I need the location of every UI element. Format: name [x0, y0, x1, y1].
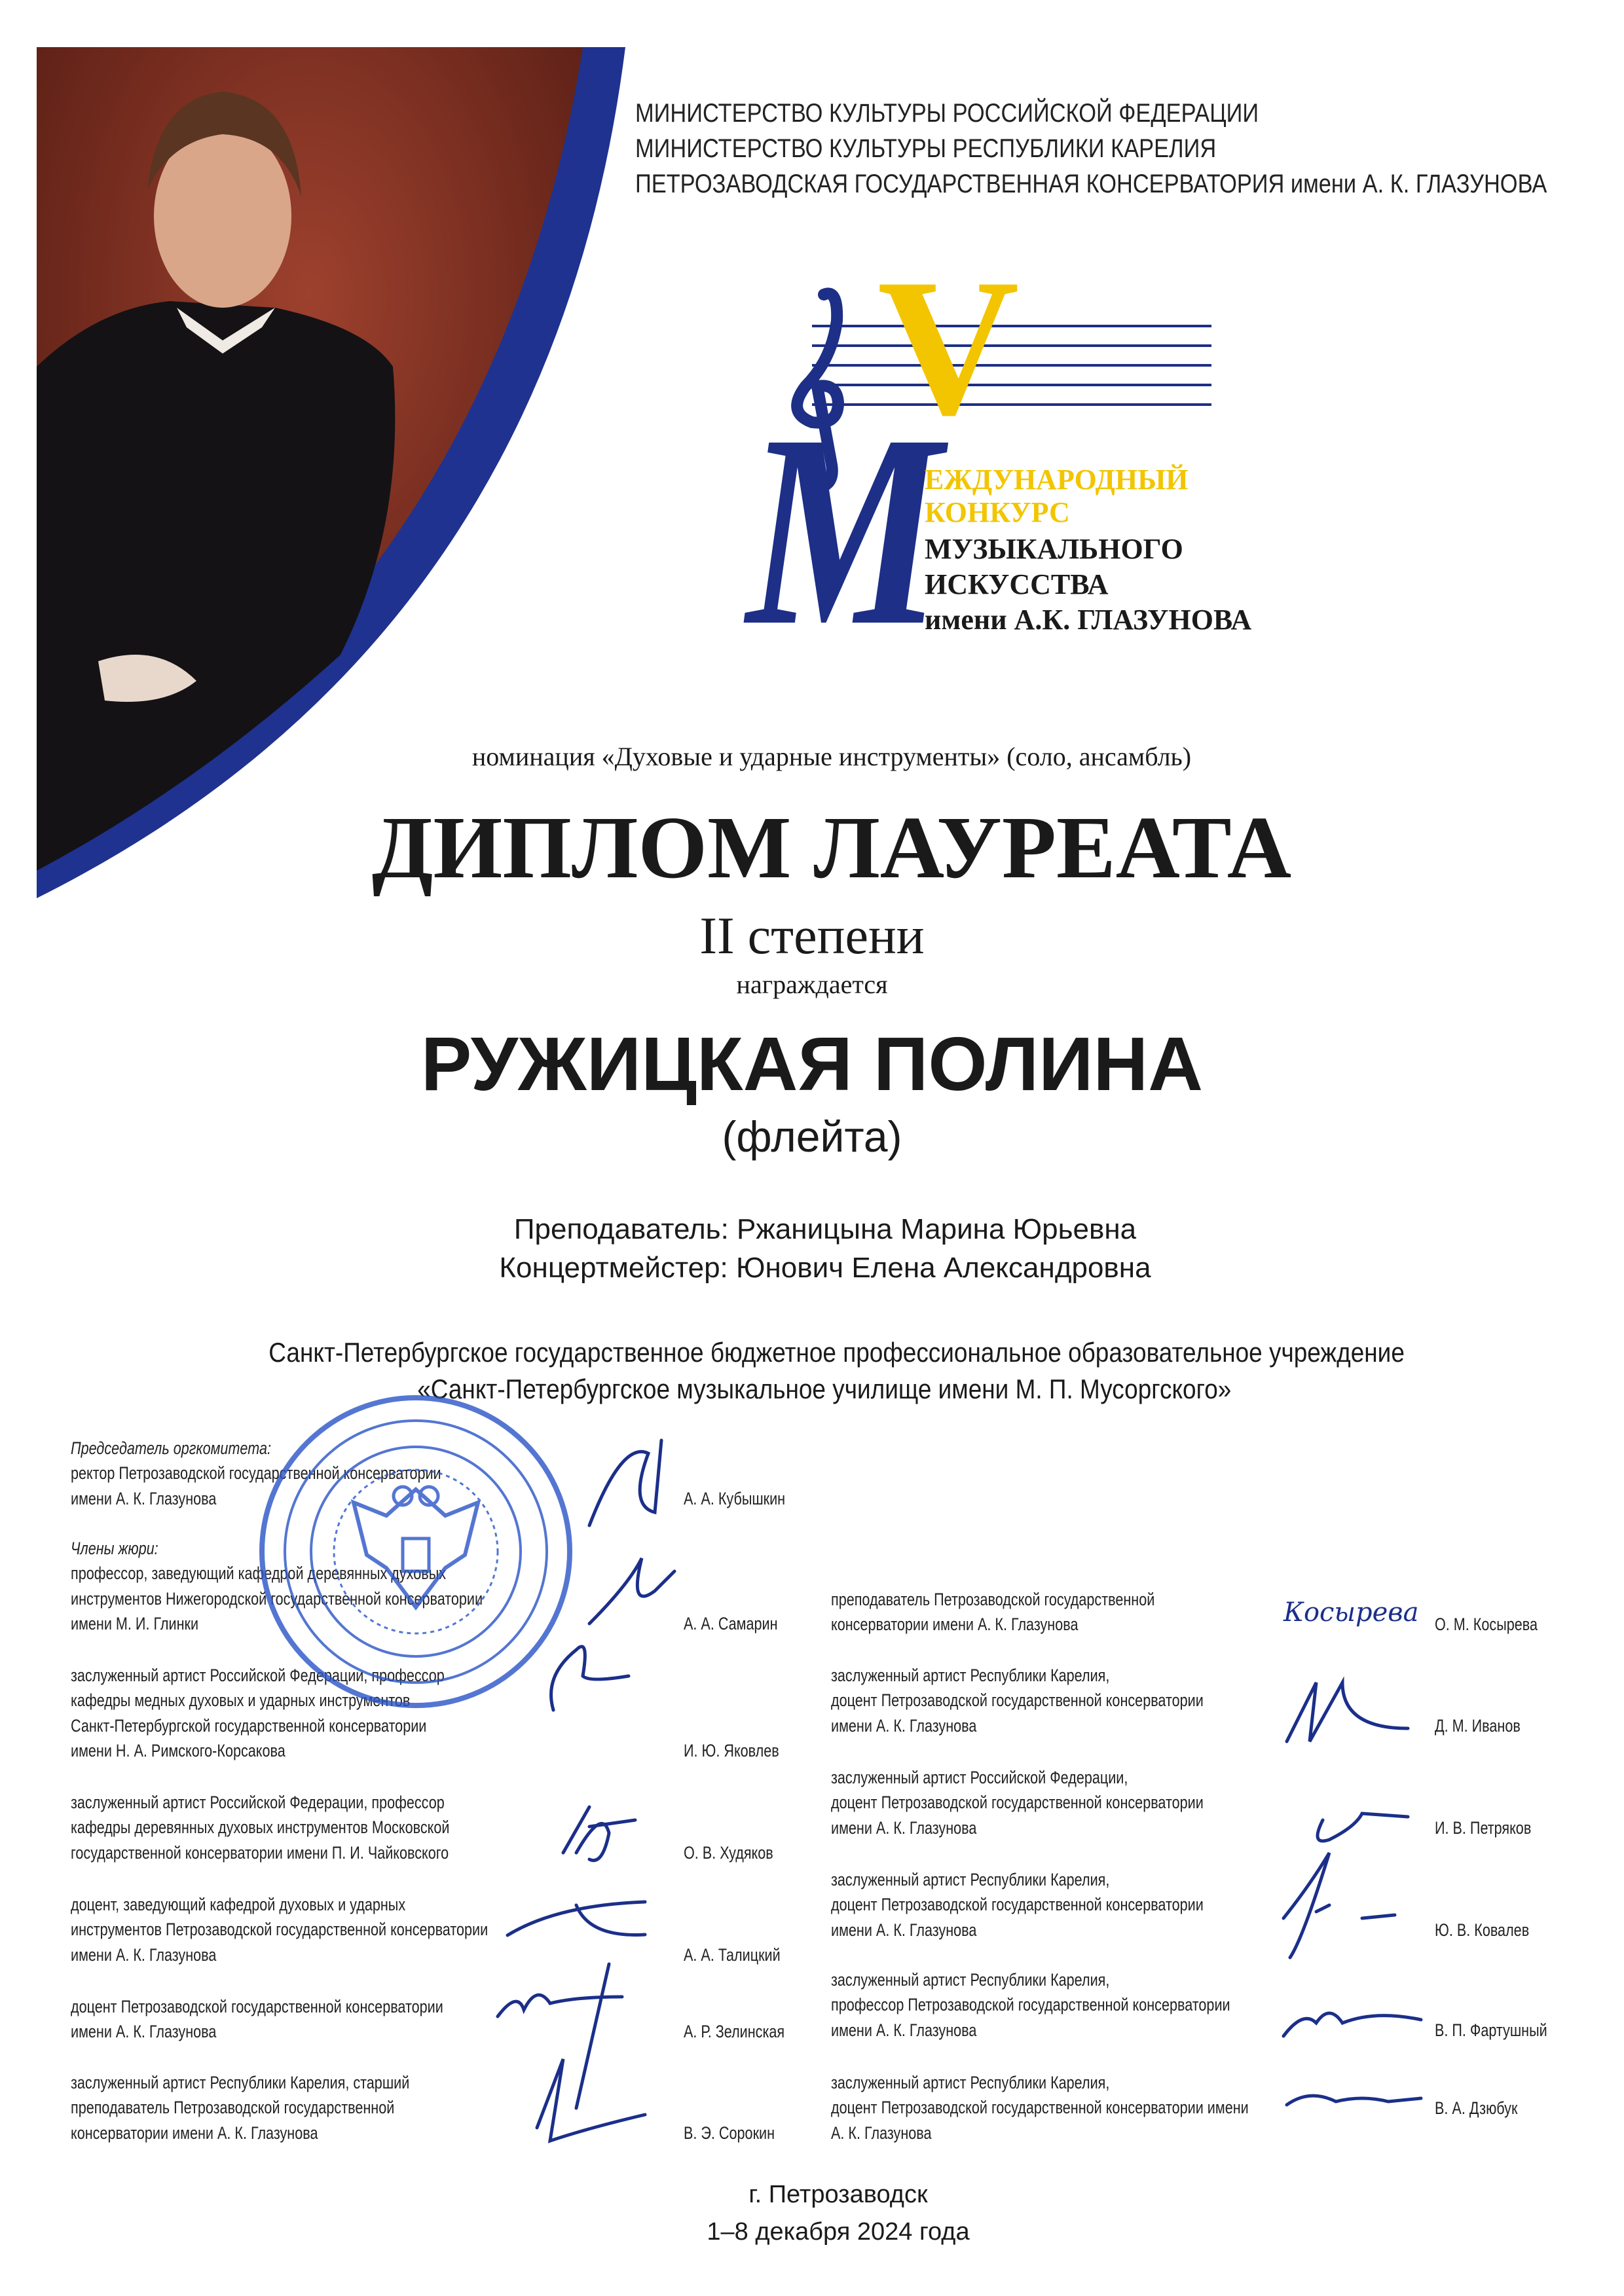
jury-title-line: государственной консерватории имени П. И. Чайковского — [71, 1842, 449, 1863]
portrait-image — [0, 0, 655, 917]
teacher: Преподаватель: Ржаницына Марина Юрьевна — [513, 1213, 1137, 1245]
jury-member — [71, 1994, 824, 2045]
jury-name: В. А. Дзюбук — [1435, 2098, 1518, 2118]
jury-title-line: имени А. К. Глазунова — [831, 2020, 977, 2040]
jury-name: А. А. Самарин — [684, 1613, 778, 1633]
jury-title-line: доцент Петрозаводской государственной консерватории — [831, 1690, 1204, 1711]
jury-title-line: имени А. К. Глазунова — [71, 1944, 217, 1965]
signature-kosyreva: Косырева — [1283, 1597, 1419, 1628]
degree: II степени — [699, 907, 925, 965]
jury-title-line: имени Н. А. Римского-Корсакова — [71, 1740, 286, 1760]
jury-name: И. В. Петряков — [1435, 1817, 1532, 1838]
logo-line-1: ЕЖДУНАРОДНЫЙ — [925, 464, 1189, 496]
jury-title-line: заслуженный артист Республики Карелия, — [831, 1666, 1110, 1685]
chair-title-line: ректор Петрозаводской государственной консерватории — [71, 1463, 441, 1484]
jury-title-line: заслуженный артист Республики Карелия, — [831, 1870, 1110, 1889]
jury-title-line: доцент Петрозаводской государственной консерватории — [831, 1793, 1204, 1813]
jury-title-line: заслуженный артист Республики Карелия, — [831, 1970, 1110, 1990]
nomination: номинация «Духовые и ударные инструменты» (соло, ансамбль) — [471, 742, 1192, 771]
jury-title-line: кафедры медных духовых и ударных инструментов — [71, 1690, 411, 1711]
jury-title-line: заслуженный артист Российской Федерации, — [831, 1768, 1128, 1787]
jury-heading: Члены жюри: — [71, 1539, 158, 1558]
jury-name: И. Ю. Яковлев — [684, 1740, 779, 1760]
jury-member — [831, 1765, 1584, 1840]
logo-line-3: МУЗЫКАЛЬНОГО — [925, 533, 1183, 565]
ministry-line-1: МИНИСТЕРСТВО КУЛЬТУРЫ РОССИЙСКОЙ ФЕДЕРАЦИИ — [635, 99, 1259, 128]
jury-member — [831, 1663, 1584, 1738]
jury-title-line: заслуженный артист Российской Федерации, профессор — [71, 1793, 445, 1812]
logo-big-letter: М — [747, 378, 942, 682]
conservatory-line: ПЕТРОЗАВОДСКАЯ ГОСУДАРСТВЕННАЯ КОНСЕРВАТОРИЯ имени А. К. ГЛАЗУНОВА — [635, 170, 1547, 198]
footer-city: г. Петрозаводск — [748, 2181, 928, 2208]
logo-numeral: V — [877, 238, 1020, 456]
institution-line-2: «Санкт-Петербургское музыкальное училище имени М. П. Мусоргского» — [417, 1374, 1232, 1404]
jury-title-line: имени А. К. Глазунова — [71, 2022, 217, 2042]
ministry-line-2: МИНИСТЕРСТВО КУЛЬТУРЫ РЕСПУБЛИКИ КАРЕЛИЯ — [635, 134, 1217, 163]
institution-line-1: Санкт-Петербургское государственное бюджетное профессиональное образовательное учреждение — [268, 1337, 1405, 1368]
jury-member — [71, 1892, 824, 1967]
jury-name: А. А. Талицкий — [684, 1944, 781, 1965]
jury-member — [831, 1587, 1584, 1637]
laureate-name: РУЖИЦКАЯ ПОЛИНА — [420, 1021, 1204, 1106]
jury-name: О. М. Косырева — [1435, 1614, 1538, 1635]
jury-title-line: имени А. К. Глазунова — [831, 1920, 977, 1940]
chair-heading: Председатель оргкомитета: — [71, 1438, 271, 1458]
jury-title-line: имени М. И. Глинки — [71, 1613, 199, 1633]
chair-name: А. А. Кубышкин — [684, 1488, 786, 1508]
jury-title-line: имени А. К. Глазунова — [831, 1817, 977, 1838]
official-stamp — [255, 1391, 576, 1712]
jury-name: О. В. Худяков — [684, 1842, 773, 1863]
jury-title-line: заслуженный артист Российской Федерации, профессор — [71, 1666, 445, 1685]
jury-name: А. Р. Зелинская — [684, 2022, 785, 2042]
chair-title-line: имени А. К. Глазунова — [71, 1488, 217, 1508]
jury-title-line: консерватории имени А. К. Глазунова — [71, 2123, 318, 2143]
jury-title-line: профессор Петрозаводской государственной консерватории — [831, 1995, 1230, 2015]
jury-title-line: преподаватель Петрозаводской государственной — [831, 1590, 1155, 1609]
awarded-label: награждается — [736, 970, 888, 999]
logo-line-4: ИСКУССТВА — [925, 568, 1109, 600]
jury-member — [71, 1790, 824, 1865]
jury-title-line: доцент Петрозаводской государственной консерватории — [831, 1895, 1204, 1915]
jury-title-line: имени А. К. Глазунова — [831, 1715, 977, 1736]
jury-name: В. Э. Сорокин — [684, 2123, 775, 2143]
jury-title-line: А. К. Глазунова — [831, 2123, 932, 2143]
jury-title-line: преподаватель Петрозаводской государственной — [71, 2098, 395, 2118]
jury-name: Д. М. Иванов — [1435, 1715, 1521, 1736]
jury-name: В. П. Фартушный — [1435, 2020, 1547, 2040]
jury-title-line: инструментов Нижегородской государственной консерватории — [71, 1588, 483, 1609]
jury-title-line: инструментов Петрозаводской государственной консерватории — [71, 1920, 489, 1940]
jury-title-line: консерватории имени А. К. Глазунова — [831, 1614, 1079, 1635]
laureate-instrument: (флейта) — [722, 1112, 902, 1161]
jury-title-line: доцент Петрозаводской государственной консерватории — [71, 1997, 443, 2016]
diploma-title: ДИПЛОМ ЛАУРЕАТА — [371, 799, 1292, 897]
jury-title-line: профессор, заведующий кафедрой деревянных духовых — [71, 1563, 447, 1584]
logo-line-5: имени А.К. ГЛАЗУНОВА — [925, 604, 1252, 636]
jury-member — [831, 1967, 1584, 2043]
jury-member — [831, 2070, 1584, 2145]
jury-member — [831, 1867, 1584, 1942]
logo-line-2: КОНКУРС — [925, 496, 1070, 528]
competition-logo — [740, 238, 1290, 682]
jury-title-line: заслуженный артист Республики Карелия, — [831, 2073, 1110, 2092]
jury-member — [71, 2070, 824, 2145]
accompanist: Концертмейстер: Юнович Елена Александровна — [499, 1252, 1151, 1284]
jury-title-line: Санкт-Петербургской государственной консерватории — [71, 1715, 427, 1736]
jury-title-line: заслуженный артист Республики Карелия, старший — [71, 2073, 410, 2092]
footer-dates: 1–8 декабря 2024 года — [707, 2218, 970, 2246]
jury-title-line: доцент Петрозаводской государственной консерватории имени — [831, 2098, 1249, 2118]
jury-name: Ю. В. Ковалев — [1435, 1920, 1530, 1940]
jury-title-line: доцент, заведующий кафедрой духовых и ударных — [71, 1895, 406, 1914]
jury-title-line: кафедры деревянных духовых инструментов Московской — [71, 1817, 450, 1838]
